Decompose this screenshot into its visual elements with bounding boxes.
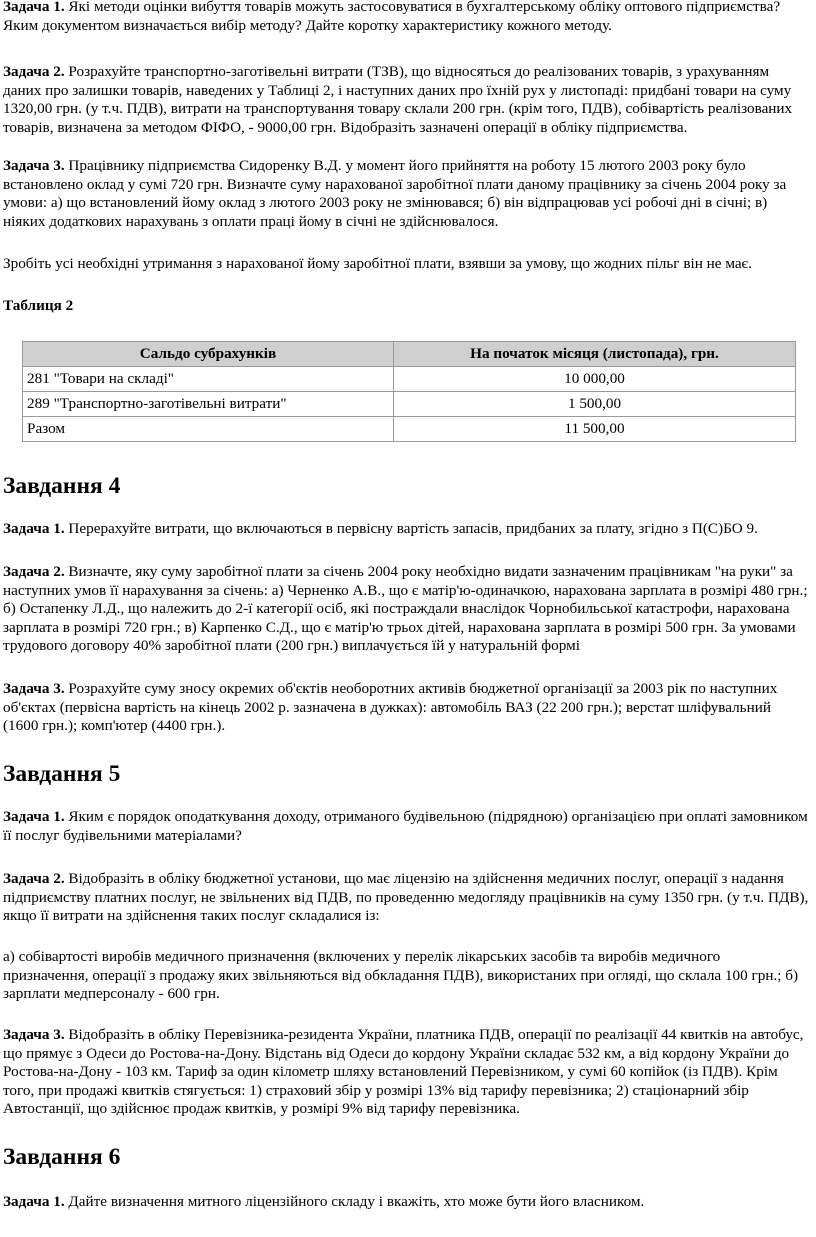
withholding-note	[3, 255, 809, 274]
balance-table	[22, 341, 796, 442]
task-text: Відобразіть в обліку бюджетної установи, що має ліцензію на здійснення медичних послуг, операції з надання підприємству платних послуг, не звільнених від ПДВ, по проведенню медогляду працівників на суму 1350 грн. (у т.ч. ПДВ), якщо її витрати на здійснення таких послуг складалися із:	[3, 870, 809, 925]
task-text: Відобразіть в обліку Перевізника-резидента України, платника ПДВ, операції по реалізації 44 квитків на автобус, що прямує з Одеси до Ростова-на-Дону. Відстань від Одеси до кордону України складає 532 км, а від кордону України до Ростова-на-Дону - 103 км. Тариф за один кілометр шляху встановлений Перевізником, у сумі 60 копійок (із ПДВ). Крім того, при продажі квитків стягується: 1) страховий збір у розмірі 13% від тарифу перевізника; 2) стаціонарний збір Автостанції, що здійснює продаж квитків, у розмірі 9% від тарифу перевізника.	[3, 1026, 804, 1118]
table-header-row	[23, 342, 796, 367]
paragraph-text: Зробіть усі необхідні утримання з нарахованої йому заробітної плати, взявши за умову, що жодних пільг він не має.	[3, 255, 752, 272]
table-cell: Разом	[23, 417, 394, 442]
column-header: На початок місяця (листопада), грн.	[394, 342, 796, 367]
table-cell: 1 500,00	[394, 392, 796, 417]
task-6-1	[3, 1193, 809, 1212]
task-label: Задача 1.	[3, 1193, 65, 1210]
table-row	[23, 417, 796, 442]
task-label: Задача 3.	[3, 680, 65, 697]
table-caption: Таблиця 2	[3, 297, 74, 314]
task-label: Задача 1.	[3, 520, 65, 537]
table-cell: 10 000,00	[394, 367, 796, 392]
task-4-1	[3, 520, 809, 539]
task-4-3	[3, 680, 809, 736]
table-cell: 281 "Товари на складі"	[23, 367, 394, 392]
task-text: Перерахуйте витрати, що включаються в первісну вартість запасів, придбаних за плату, згідно з П(С)БО 9.	[64, 520, 758, 537]
task-text: Яким є порядок оподаткування доходу, отриманого будівельною (підрядною) організацією при оплаті замовником її послуг будівельними матеріалами?	[3, 808, 808, 844]
table-cell: 11 500,00	[394, 417, 796, 442]
task-4-2	[3, 563, 809, 656]
task-text: Дайте визначення митного ліцензійного складу і вкажіть, хто може бути його власником.	[64, 1193, 645, 1210]
task-3-3	[3, 157, 809, 231]
column-header: Сальдо субрахунків	[23, 342, 394, 367]
task-label: Задача 2.	[3, 870, 65, 887]
task-label: Задача 3.	[3, 1026, 65, 1043]
task-label: Задача 2.	[3, 63, 65, 80]
table-row	[23, 392, 796, 417]
task-text: Визначте, яку суму заробітної плати за січень 2004 року необхідно видати зазначеним працівникам "на руки" за наступних умов її нарахування за січень: а) Черненко А.В., що є матір'ю-одиначкою, нарахована зарплата в розмірі 480 грн.; б) Остапенку Л.Д., що належить до 2-ї категорії осіб, які постраждали внаслідок Чорнобильської катастрофи, нарахована зарплата в розмірі 720 грн.; в) Карпенко С.Д., що є матір'ю трьох дітей, нарахована зарплата в розмірі 500 грн. За умовами трудового договору 40% заробітної плати (200 грн.) виплачується їй у натуральній формі	[3, 563, 808, 655]
section-title: Завдання 5	[3, 761, 121, 787]
task-3-1	[3, 0, 809, 35]
task-text: Які методи оцінки вибуття товарів можуть застосовуватися в бухгалтерському обліку оптового підприємства? Яким документом визначається вибір методу? Дайте коротку характеристику кожного методу.	[3, 0, 781, 34]
task-label: Задача 3.	[3, 157, 65, 174]
task-5-1	[3, 808, 809, 845]
section-title: Завдання 6	[3, 1144, 121, 1170]
task-text: Розрахуйте транспортно-заготівельні витрати (ТЗВ), що відносяться до реалізованих товарів, з урахуванням даних про залишки товарів, наведених у Таблиці 2, і наступних даних про їхній рух у листопаді: придбані товари на суму 1320,00 грн. (у т.ч. ПДВ), витрати на транспортування товару склали 200 грн. (крім того, ПДВ), собівартість реалізованих товарів, визначена за методом ФІФО, - 9000,00 грн. Відобразіть зазначені операції в обліку підприємства.	[3, 63, 793, 136]
table-cell: 289 "Транспортно-заготівельні витрати"	[23, 392, 394, 417]
task-label: Задача 1.	[3, 0, 65, 15]
task-5-3	[3, 1026, 809, 1119]
section-title: Завдання 4	[3, 473, 121, 499]
task-label: Задача 1.	[3, 808, 65, 825]
task-text: Розрахуйте суму зносу окремих об'єктів необоротних активів бюджетної організації за 2003 рік по наступних об'єктах (первісна вартість на кінець 2002 р. зазначена в дужках): автомобіль ВАЗ (22 200 грн.); верстат шліфувальний (1600 грн.); комп'ютер (4400 грн.).	[3, 680, 778, 735]
task-text: Працівнику підприємства Сидоренку В.Д. у момент його прийняття на роботу 15 лютого 2003 року було встановлено оклад у сумі 720 грн. Визначте суму нарахованої заробітної плати даному працівнику за січень 2004 року за умови: а) що встановлений йому оклад з лютого 2003 року не змінювався; б) він відпрацював усі робочі дні в січні; в) ніяких додаткових нарахувань з оплати праці йому в січні не здійснювалося.	[3, 157, 787, 230]
paragraph-text: а) собівартості виробів медичного призначення (включених у перелік лікарських засобів та виробів медичного призначення, операції з продажу яких звільняються від обкладання ПДВ), використаних при огляді, що склала 100 грн.; б) зарплати медперсоналу - 600 грн.	[3, 948, 799, 1003]
task-label: Задача 2.	[3, 563, 65, 580]
task-3-2	[3, 63, 809, 137]
task-5-2	[3, 870, 809, 926]
table-row	[23, 367, 796, 392]
task-5-2-conditions	[3, 948, 809, 1004]
